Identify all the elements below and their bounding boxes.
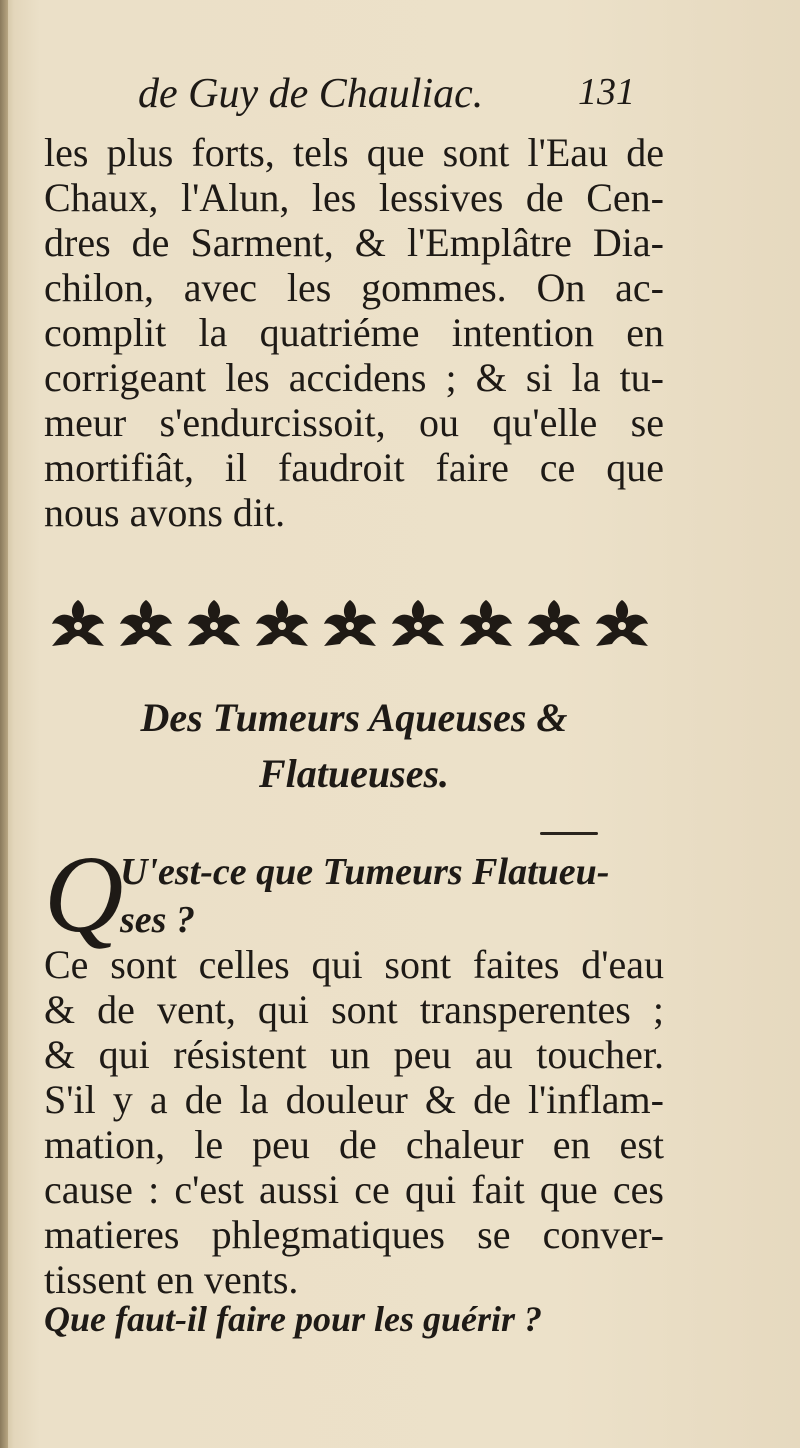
text-line: mortifiât, il faudroit faire ce que <box>44 445 664 490</box>
text-line: chilon, avec les gommes. On ac- <box>44 265 664 310</box>
fleuron-icon <box>324 600 376 646</box>
text-line: mation, le peu de chaleur en est <box>44 1122 664 1167</box>
drop-capital: Q <box>44 833 124 955</box>
section-title-line-1: Des Tumeurs Aqueuses & <box>140 695 568 740</box>
text-line: nous avons dit. <box>44 490 286 535</box>
section-heading <box>44 690 664 802</box>
fleuron-icon <box>52 600 104 646</box>
answer-paragraph <box>44 942 664 1302</box>
fleuron-icon <box>528 600 580 646</box>
text-line: S'il y a de la douleur & de l'inflam- <box>44 1077 664 1122</box>
text-line: dres de Sarment, & l'Emplâtre Dia- <box>44 220 664 265</box>
text-line: matieres phlegmatiques se conver- <box>44 1212 664 1257</box>
section-title-line-2: Flatueuses. <box>258 751 450 796</box>
text-line: complit la quatriéme intention en <box>44 310 664 355</box>
fleuron-icon <box>188 600 240 646</box>
question-1 <box>120 848 660 944</box>
fleuron-icon <box>256 600 308 646</box>
continuation-paragraph <box>44 130 664 535</box>
text-line: cause : c'est aussi ce qui fait que ces <box>44 1167 664 1212</box>
binding-spine <box>0 0 8 1448</box>
text-line: & de vent, qui sont transperentes ; <box>44 987 664 1032</box>
question-2: Que faut-il faire pour les guérir ? <box>44 1299 543 1339</box>
fleuron-icon <box>120 600 172 646</box>
text-line: Chaux, l'Alun, les lessives de Cen- <box>44 175 664 220</box>
running-header <box>138 70 658 128</box>
question-1-line-1: U'est-ce que Tumeurs Flatueu- <box>120 851 610 893</box>
fleuron-icon <box>392 600 444 646</box>
text-line: Ce sont celles qui sont faites d'eau <box>44 942 664 987</box>
fleuron-icon <box>596 600 648 646</box>
text-line: meur s'endurcissoit, ou qu'elle se <box>44 400 664 445</box>
question-1-line-2: ses ? <box>120 899 195 941</box>
text-line: tissent en vents. <box>44 1257 299 1302</box>
page-number: 131 <box>578 71 635 113</box>
fleuron-icon <box>460 600 512 646</box>
text-line: les plus forts, tels que sont l'Eau de <box>44 130 664 175</box>
text-line: & qui résistent un peu au toucher. <box>44 1032 664 1077</box>
running-title: de Guy de Chauliac. <box>138 71 484 117</box>
text-line: corrigeant les accidens ; & si la tu- <box>44 355 664 400</box>
fleuron-band-icon <box>44 592 656 652</box>
small-rule <box>540 832 598 835</box>
